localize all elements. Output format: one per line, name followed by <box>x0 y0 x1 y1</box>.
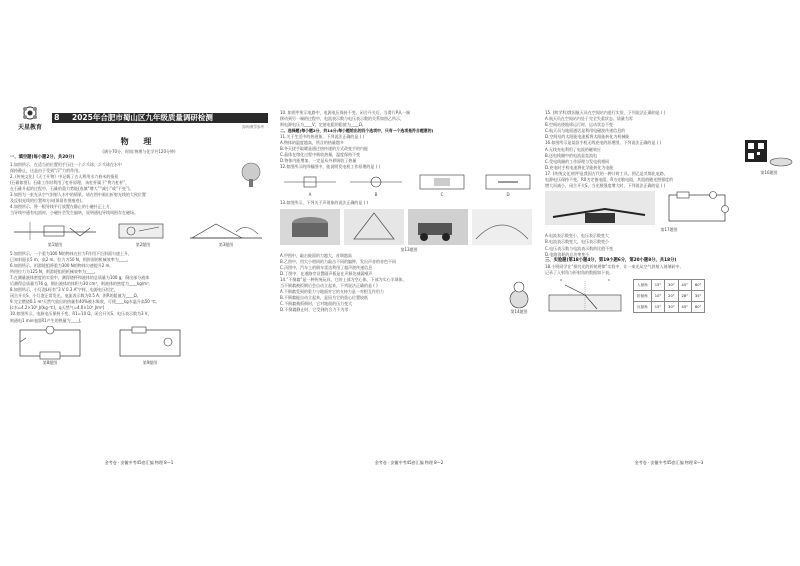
table-cell: 入射角 <box>634 280 652 291</box>
question-line: A.电流表示数变小，电压表示数变大 <box>545 233 609 239</box>
page-header <box>10 104 268 132</box>
figure-caption: 第2题图 <box>135 242 151 248</box>
table-cell: 45° <box>678 302 691 313</box>
question-line: 5.如图所示，一个重为100 N的物体在拉力F作用下沿斜面匀速上升， <box>10 250 133 256</box>
question-line: B.乙图中，用大小相同的力敲击不同的编钟，发出声音的音色不同 <box>280 258 397 264</box>
question-line: 1.如图所示，在适当的位置用手压住一个乒乓球，乒乓球在水中 <box>10 161 122 167</box>
question-line: C.丙图中，汽车上的倒车雷达利用了超声波传递信息 <box>280 264 373 270</box>
table-cell: 15° <box>651 302 664 313</box>
option-d-diagram <box>478 172 538 192</box>
question-line: 13.如图所示，下列关于声现象的说法正确的是 ( ) <box>280 200 369 206</box>
question-line: 3.如图为一束光从空气斜射入水中的情景，请在图中画出折射光线的大致位置 <box>10 192 146 198</box>
figure-1-diagram <box>10 218 100 242</box>
table-cell: 折射角 <box>634 291 652 302</box>
question-line: C.不倒翁被扳倒时，它对地面的压力变大 <box>280 301 353 307</box>
question-line: D.空间站的太阳能电池板将太阳能转化为机械能 <box>545 134 630 140</box>
figure-caption: 第13题图 <box>400 246 418 252</box>
page-footer: 金考卷 · 安徽中考45套汇编 物理 8—2 <box>374 460 444 465</box>
section-fill-heading: 一、填空题(每小题2分，共20分) <box>10 155 75 161</box>
question-line: 已知斜面长5 m，高2 m，拉力为50 N，则斜面的机械效率为____。 <box>10 256 131 262</box>
question-line: 12.如图所示的四幅图中，能说明发电机工作原理的是 ( ) <box>280 164 381 170</box>
question-line: C.受电线圈的工作原理与发电机相同 <box>545 158 610 164</box>
question-line: D.电路消耗的总功率变小 <box>545 251 590 257</box>
paper-number: 8 <box>54 113 60 122</box>
question-line: 增大而减小，闭合开关S，当光照强度增大时，下列说法正确的是 ( ) <box>545 183 666 189</box>
question-line: 6.如图所示，用滑轮组将重为300 N的物体匀速提升2 m， <box>10 262 114 268</box>
page-footer: 金考卷 · 安徽中考45套汇编 物理 8—3 <box>634 460 704 465</box>
figure-8-circuit <box>10 326 90 360</box>
sundial-photo-icon <box>545 191 655 225</box>
question-line: 16.如图所示是某款手机无线充电的原理图，下列说法正确的是 ( ) <box>545 140 662 146</box>
figure-caption: 第9题图 <box>142 359 158 365</box>
question-line: 则电源电压为____V，定值电阻的阻值为____Ω。 <box>280 122 366 128</box>
subject-title: 物 理 <box>120 137 158 146</box>
question-line: (石碓如图)。石碓工作时利用了杠杆原理，该杠杆属于“费力杠杆”， <box>10 179 130 185</box>
figure-16-charger <box>745 140 793 170</box>
figure-caption: 第3题图 <box>218 242 234 248</box>
question-line: 11.关于生活中的热现象，下列说法正确的是 ( ) <box>280 133 365 139</box>
table-row <box>634 280 705 291</box>
figure-3-diagram <box>186 218 266 242</box>
question-line: C.电压表示数与电流表示数的比值不变 <box>545 245 614 251</box>
question-line: 8.如图所示，小灯泡L标有“3 V 0.3 A”字样，电源电压恒定， <box>10 287 118 293</box>
question-line: 9.完全燃烧0.1 m³天然气放出的热量有40%被水吸收，可使____kg水温升高50 ℃。 <box>10 299 160 305</box>
figure-17-circuit <box>663 191 733 225</box>
data-table <box>633 279 705 313</box>
publisher-logo <box>10 104 50 132</box>
question-line: 保持静止，这是由于受到“浮”力的作用。 <box>10 167 83 173</box>
figure-caption: 第17题图 <box>660 227 678 233</box>
table-cell: 30° <box>665 302 678 313</box>
question-line: B.空间站绕地球运行时，运动状态不变 <box>545 122 614 128</box>
table-row <box>634 291 705 302</box>
car-radar-photo-icon <box>408 209 468 245</box>
question-line: D.丁图中，在道路旁设置隔声板是在声源处减弱噪声 <box>280 270 373 276</box>
section-choice-heading: 二、选择题(每小题2分，共14分;每小题给出的四个选项中，只有一个选项是符合题意的) <box>280 128 434 134</box>
figure-13-photos <box>280 209 538 245</box>
option-a-diagram <box>280 172 340 192</box>
table-cell: 35° <box>691 291 704 302</box>
question-line: 及反射光线的位置和方向(保留作图痕迹)。 <box>10 198 86 204</box>
exam-sheet <box>0 104 800 470</box>
question-line: 15. (跨学科)我国航天员在空间站内进行实验，下列说法正确的是 ( ) <box>545 110 666 115</box>
figure-caption: 第14题图 <box>510 309 528 314</box>
question-line: D.不倒翁静止时，它受到的合力不为零 <box>280 307 349 313</box>
section-exp-heading: 三、实验题(第18小题4分，第19小题6分，第20小题8分，共18分) <box>545 257 677 263</box>
logo-text: 天星教育 <box>17 124 42 131</box>
table-cell: 30° <box>665 280 678 291</box>
question-line: 当导线中通有电流时，小磁针会发生偏转，说明通电导线周围存在磁场。 <box>10 210 138 216</box>
title-banner <box>52 113 268 123</box>
question-line: 4.如图所示，将一根导线平行放置在静止的小磁针正上方， <box>10 204 114 210</box>
table-row <box>634 302 705 313</box>
noise-barrier-photo-icon <box>472 209 532 245</box>
figure-2-diagram <box>103 218 183 242</box>
question-line: 2. (传统文化)《天工开物》中记载了古人利用水力舂米的情景 <box>10 173 119 179</box>
question-line: 10. 如图甲所示电路中，电源电压保持不变，闭合开关后，当滑片P从一端 <box>280 110 411 115</box>
bell-photo-icon <box>344 209 404 245</box>
tree-illustration-icon <box>236 162 266 188</box>
question-line: 7.在测量液体密度的实验中，测得烧杯和液体的总质量为100 g，倒出部分液体 <box>10 274 150 280</box>
option-label: D <box>506 192 510 198</box>
glass-block-diagram <box>545 279 625 313</box>
question-line: A.无线充电利用了电流的磁效应 <box>545 146 601 152</box>
question-line: 在石碓升起的过程中，石碓的重力势能(选填“增大”“减小”或“不变”)。 <box>10 185 134 191</box>
figure-9-circuit <box>110 326 190 360</box>
figure-caption: 第16题图 <box>760 170 778 176</box>
question-line: C.晶体在熔化过程中吸收热量，温度保持不变 <box>280 152 361 158</box>
table-cell: 45° <box>678 280 691 291</box>
question-line: 18.小明同学在“探究光的折射规律”实验中，让一束光从空气斜射入玻璃砖中， <box>545 264 684 270</box>
table-cell: 反射角 <box>634 302 652 313</box>
question-line: 记录了入射角与折射角的数据如下表。 <box>545 270 613 276</box>
option-b-diagram <box>346 172 406 192</box>
option-label: A <box>308 192 312 198</box>
question-line: B.电流表示数变大，电压表示数变小 <box>545 239 610 245</box>
question-line: 移动到另一端的过程中，电流表示数与电压表示数的关系如图乙所示， <box>280 116 404 122</box>
table-cell: 60° <box>691 302 704 313</box>
header-sub-label: 页码/教学参考 <box>241 125 264 129</box>
question-12-options <box>280 172 538 198</box>
page-footer: 金考卷 · 安徽中考45套汇编 物理 8—1 <box>104 460 174 465</box>
tumbler-toy-icon <box>500 279 538 309</box>
question-line: A.航天员在空间站内处于完全失重状态，质量为零 <box>545 116 633 122</box>
option-label: B <box>374 192 378 198</box>
exam-notice: (满分70分，时间:物理与化学共120分钟) <box>102 149 176 154</box>
question-line: 14.“不倒翁”是一种传统玩具，它的上部为空心体，下部为实心半球体， <box>280 277 407 282</box>
question-line: B.不倒翁能自动立起来，是因为它的重心位置较低 <box>280 295 369 301</box>
question-line: B.送电线圈中的电流是直流电 <box>545 152 598 158</box>
option-label: C <box>440 192 444 198</box>
question-line: 所用拉力为125 N，则滑轮组的机械效率为____。 <box>10 268 98 274</box>
table-cell: 28° <box>678 291 691 302</box>
question-line: A.物体的温度越高，所含的热量越多 <box>280 139 344 145</box>
question-line: 当不倒翁被扳倒后会自动立起来，下列说法正确的是 ( ) <box>280 283 378 289</box>
option-c-diagram <box>412 172 472 192</box>
figure-caption: 第1题图 <box>47 242 63 248</box>
question-line: [c水=4.2×10³ J/(kg·℃)，q天然气=4.0×10⁷ J/m³] <box>10 305 105 311</box>
question-line: C.航天员与地面通话是利用电磁波传递信息的 <box>545 128 626 134</box>
table-cell: 20° <box>665 291 678 302</box>
drum-photo-icon <box>280 209 340 245</box>
table-cell: 60° <box>691 280 704 291</box>
page-2 <box>280 104 538 470</box>
question-line: A.不倒翁受到的重力与地面对它的支持力是一对相互作用力 <box>280 289 384 295</box>
question-line: 后测得总质量为76 g，倒出液体的体积为30 cm³，则液体的密度为____kg/m³。 <box>10 281 153 286</box>
question-line: 电源电压保持不变，R0为定值电阻，R为光敏电阻，其阻值随光照强度的 <box>545 177 674 183</box>
page-1 <box>10 104 268 470</box>
question-line: B.冬天搓手取暖是通过热传递的方式改变手的内能 <box>280 145 369 151</box>
page-3 <box>545 104 793 470</box>
question-line: 闭合开关S，小灯泡正常发光，电流表示数为0.5 A，则R的阻值为____Ω。 <box>10 293 141 299</box>
question-line: 17. (传统文化)图甲是我国古代的一种计时工具，图乙是其简化电路， <box>545 170 668 176</box>
figure-caption: 第8题图 <box>42 359 58 365</box>
question-line: D.充电时手机电池将化学能转化为电能 <box>545 164 614 170</box>
table-cell: 10° <box>651 291 664 302</box>
question-line: A.甲图中，敲击鼓面的力越大，音调越高 <box>280 252 352 258</box>
exam-title: 2025年合肥市蜀山区九年级质量调研检测 <box>72 113 213 122</box>
question-line: D.物体内能增加，一定是从外界吸收了热量 <box>280 158 357 164</box>
question-line: 10.如图所示，电源电压保持不变，R1=10 Ω，闭合开关S，电压表示数为3 V， <box>10 311 152 317</box>
table-cell: 15° <box>651 280 664 291</box>
figure-17-diagrams <box>545 191 793 225</box>
question-line: 则通电1 min电阻R1产生的热量为____J。 <box>10 317 84 323</box>
